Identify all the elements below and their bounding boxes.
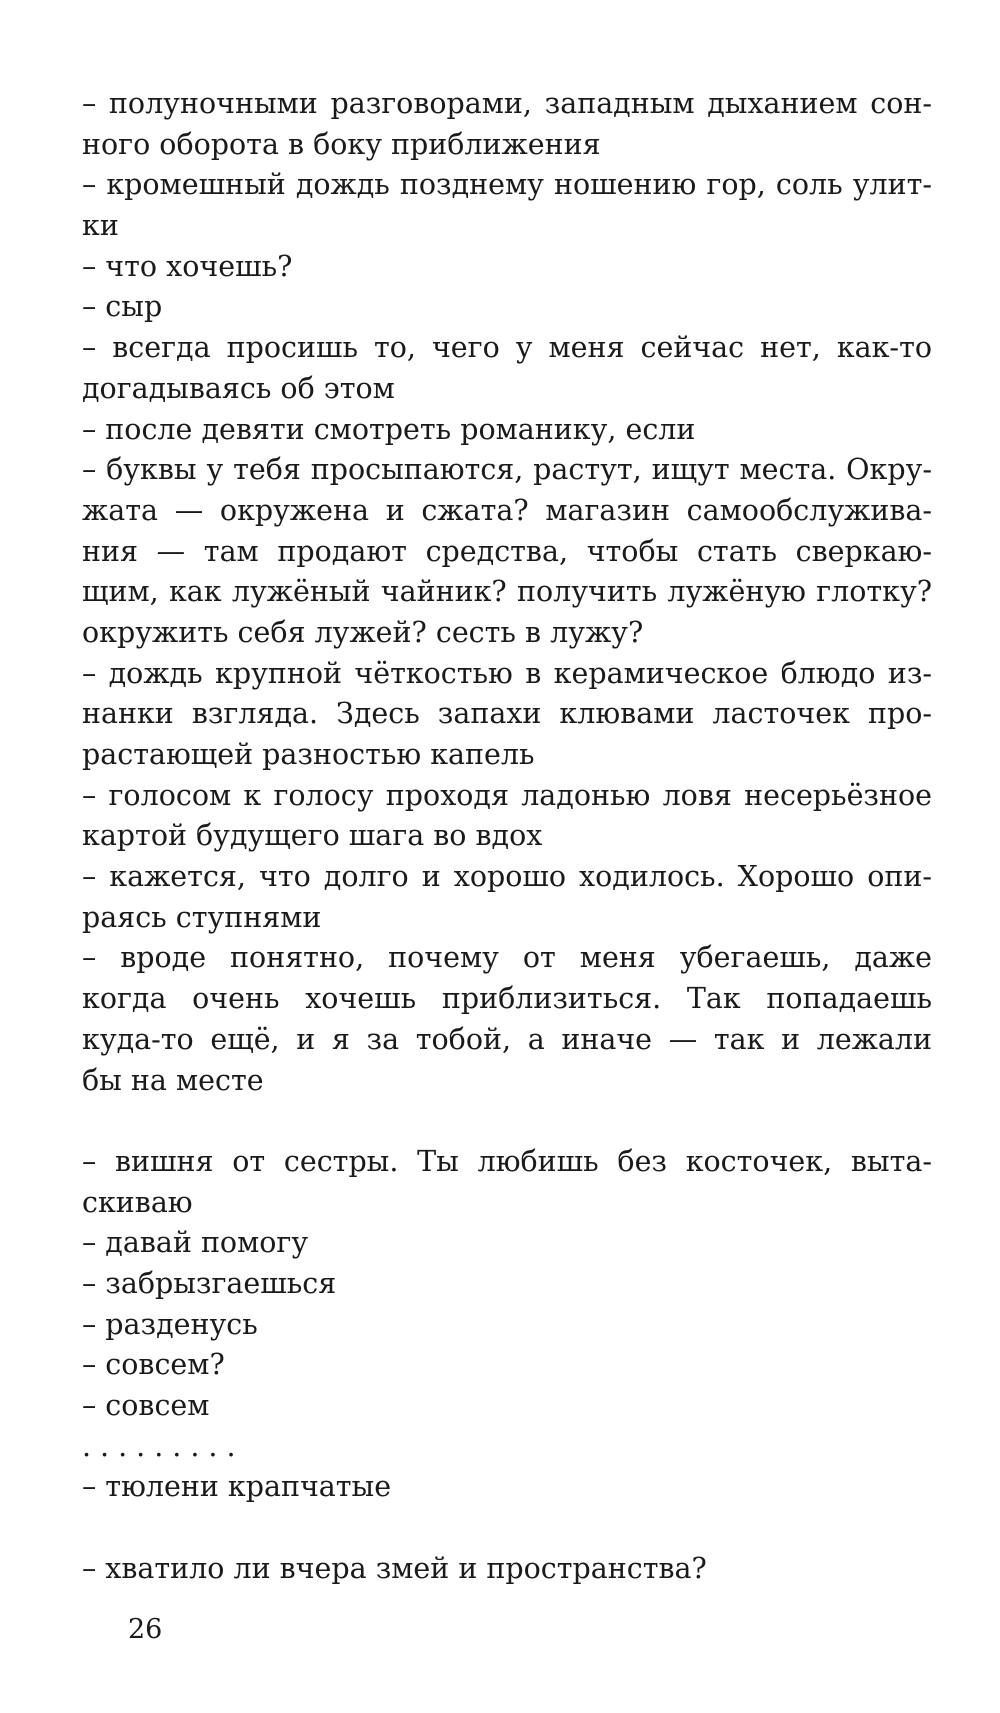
text-line: – тюлени крапчатые [82,1470,392,1504]
page-text [82,84,932,1589]
text-line: – голосом к голосу проходя ладонью ловя несерьёзное [82,778,932,812]
text-line: – буквы у тебя просыпаются, растут, ищут места. Окру- [82,453,932,487]
text-line: куда-то ещё, и я за тобой, а иначе — так и лежали [82,1022,932,1056]
ellipsis-separator: ......... [82,1429,245,1463]
text-line: – забрызгаешься [82,1266,337,1300]
text-line: – вишня от сестры. Ты любишь без косточек, выта- [82,1144,932,1178]
text-line: растающей разностью капель [82,738,535,771]
text-line: – всегда просишь то, чего у меня сейчас нет, как-то [82,331,932,365]
text-line: ки [82,209,119,243]
text-line: нанки взгляда. Здесь запахи клювами ласточек про- [82,697,932,731]
text-line: – хватило ли вчера змей и пространства? [82,1551,707,1585]
text-line: – сыр [82,290,163,324]
text-line: когда очень хочешь приблизиться. Так попадаешь [82,982,932,1016]
text-line: – кромешный дождь позднему ношению гор, соль улит- [82,168,932,202]
text-line: скиваю [82,1185,193,1219]
blank-line [82,1508,932,1549]
page-number: 26 [128,1614,163,1645]
text-line: жата — окружена и сжата? магазин самообслужива- [82,493,932,527]
text-line: – дождь крупной чёткостью в керамическое блюдо из- [82,656,932,690]
text-line: – давай помогу [82,1226,309,1260]
text-line: – разденусь [82,1307,258,1341]
text-line: ния — там продают средства, чтобы стать сверкаю- [82,534,932,568]
text-line: раясь ступнями [82,900,322,934]
text-line: щим, как лужёный чайник? получить лужёную глотку? [82,575,932,609]
text-line: – совсем? [82,1348,225,1382]
blank-line [82,1101,932,1142]
text-line: бы на месте [82,1063,264,1097]
text-line: – кажется, что долго и хорошо ходилось. Хорошо опи- [82,860,932,894]
text-line: окружить себя лужей? сесть в лужу? [82,615,644,649]
text-line: – после девяти смотреть романику, если [82,412,696,446]
text-line: догадываясь об этом [82,371,395,405]
text-line: – что хочешь? [82,249,293,283]
text-line: ного оборота в боку приближения [82,127,601,161]
text-line: – совсем [82,1389,210,1422]
text-line: – вроде понятно, почему от меня убегаешь, даже [82,941,932,975]
text-line: – полуночными разговорами, западным дыханием сон- [82,87,932,120]
text-line: картой будущего шага во вдох [82,819,543,853]
